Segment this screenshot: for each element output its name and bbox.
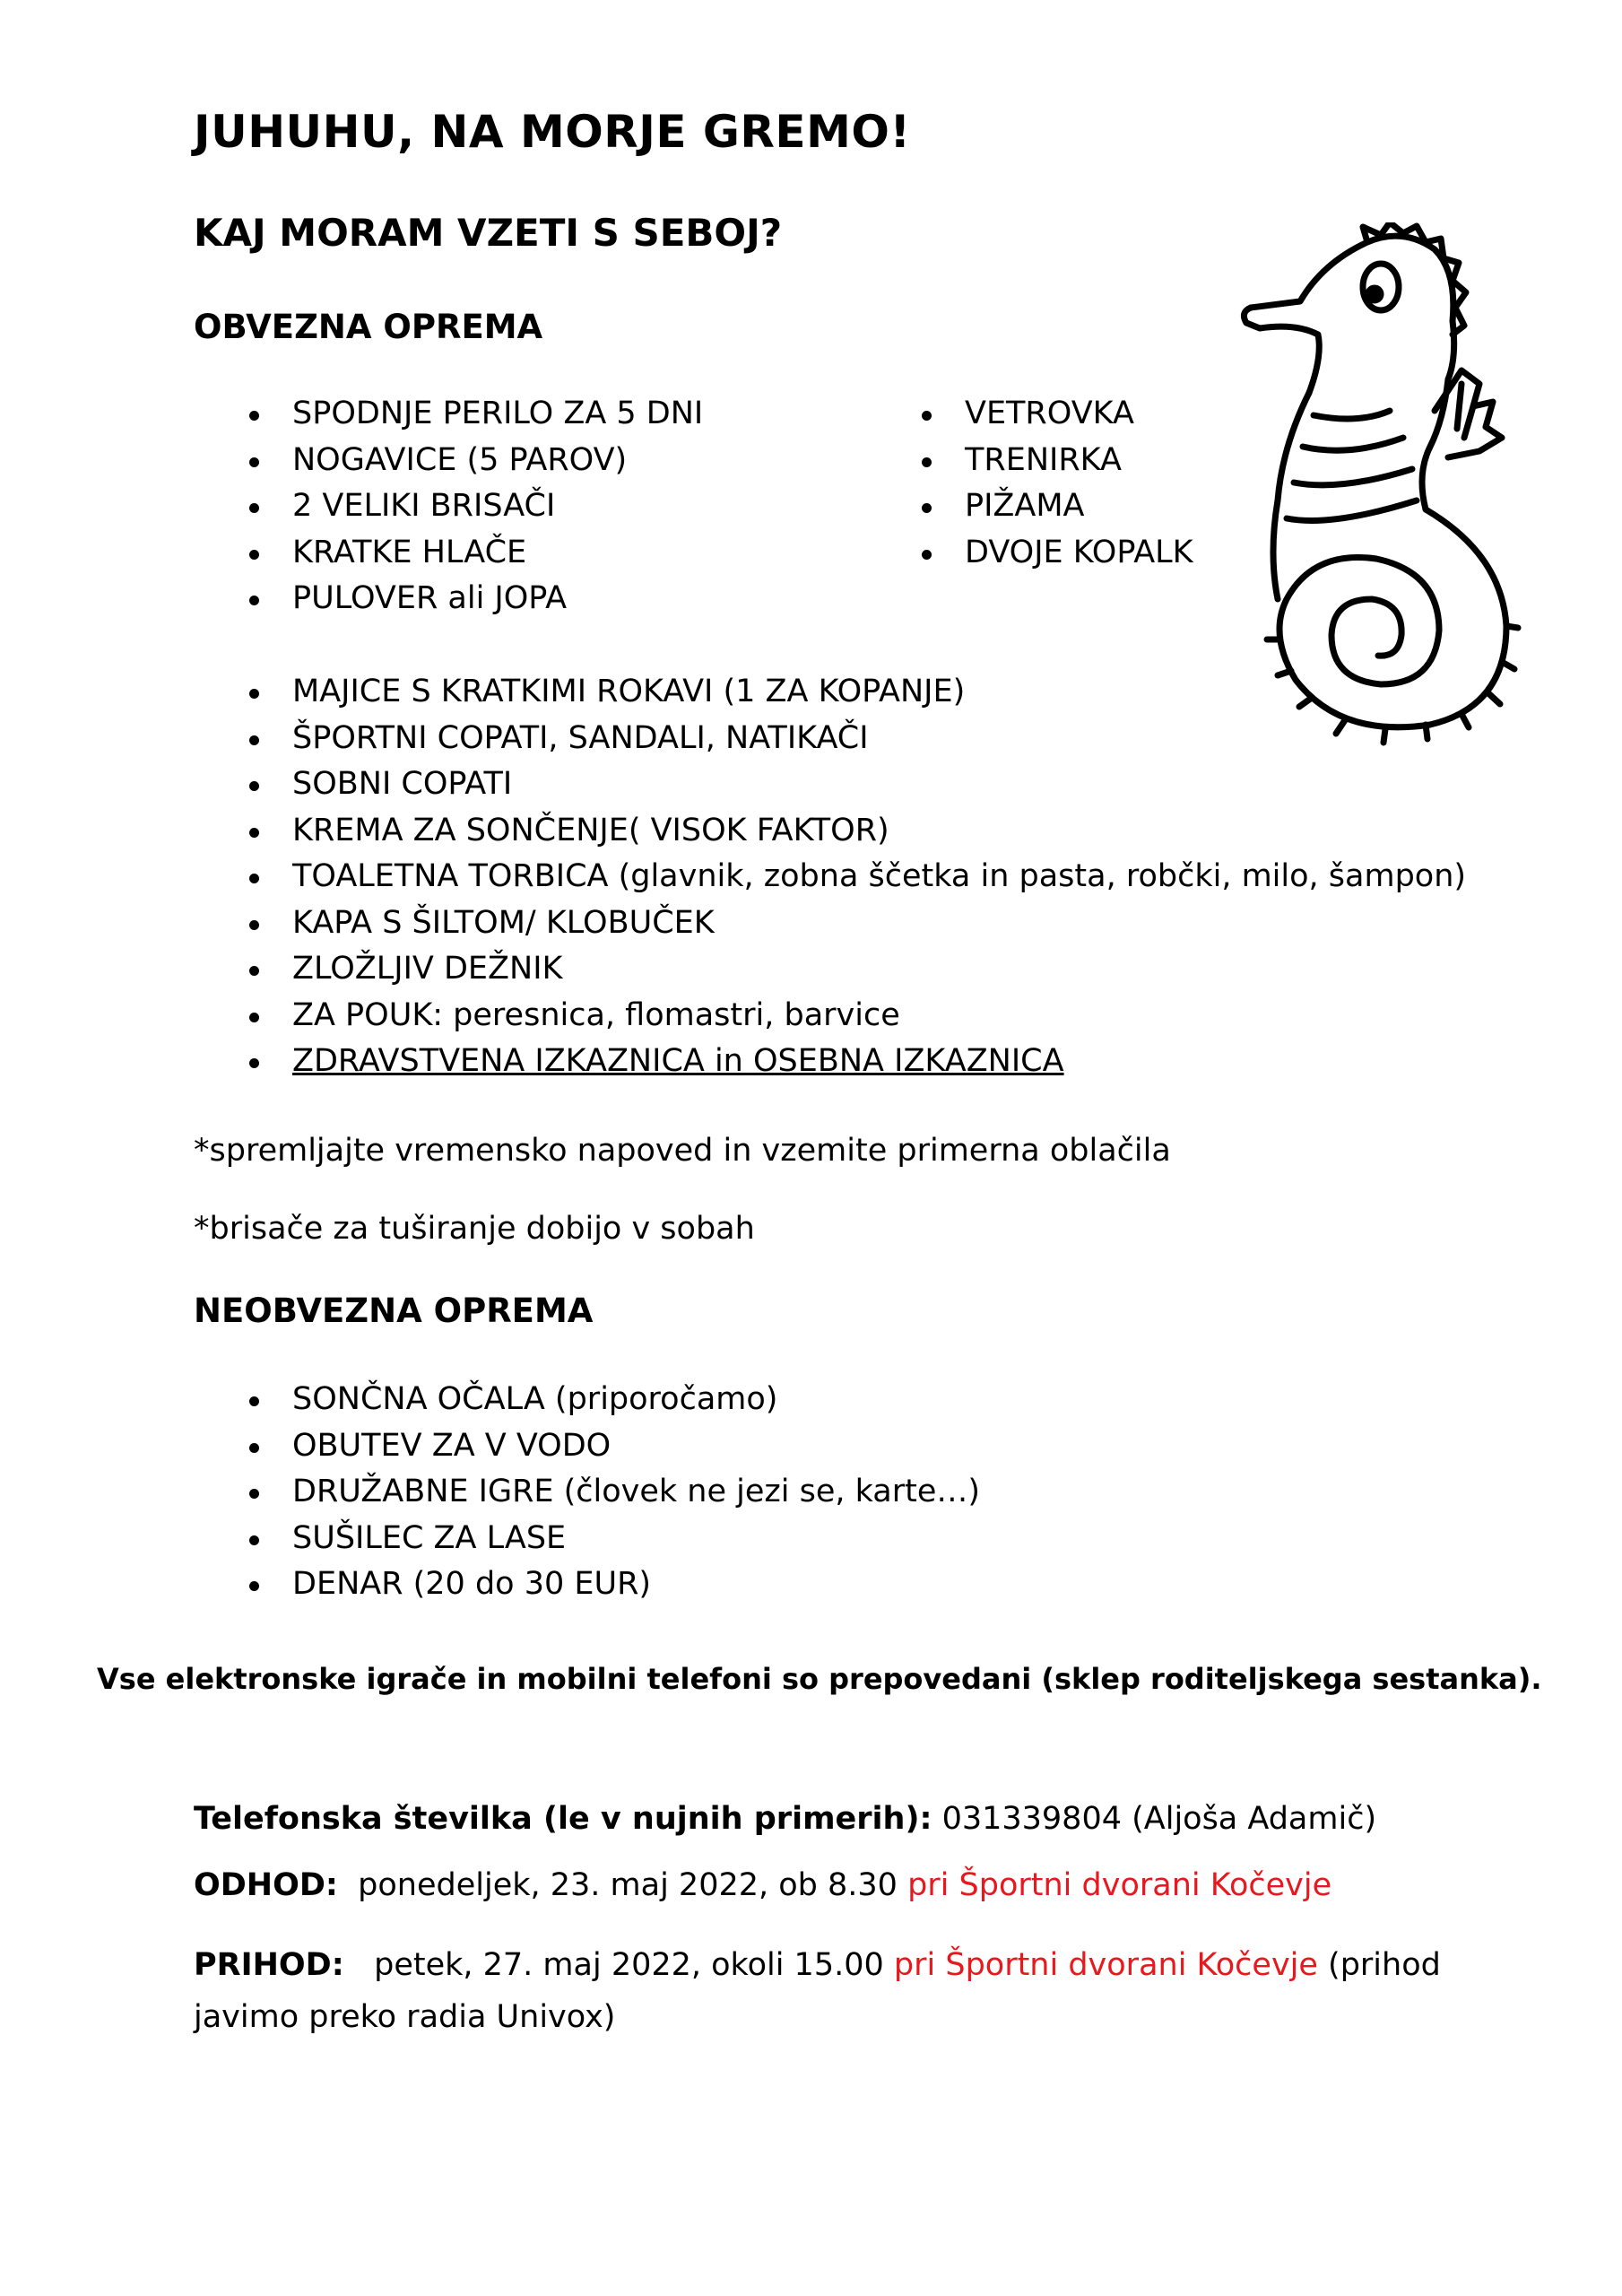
list-item: PIŽAMA bbox=[866, 483, 1193, 530]
list-item-id-cards: ZDRAVSTVENA IZKAZNICA in OSEBNA IZKAZNICA bbox=[194, 1039, 1466, 1085]
phone-label: Telefonska številka (le v nujnih primerih): bbox=[194, 1801, 932, 1837]
list-item: TRENIRKA bbox=[866, 438, 1193, 484]
note-towels: *brisače za tuširanje dobijo v sobah bbox=[194, 1211, 755, 1247]
list-item: TOALETNA TORBICA (glavnik, zobna ščetka in pasta, robčki, milo, šampon) bbox=[194, 854, 1466, 900]
mandatory-list-left bbox=[194, 391, 703, 622]
departure-place: pri Športni dvorani Kočevje bbox=[907, 1867, 1332, 1903]
optional-list bbox=[194, 1377, 980, 1608]
seahorse-icon bbox=[1233, 222, 1529, 753]
list-item: KAPA S ŠILTOM/ KLOBUČEK bbox=[194, 900, 1466, 947]
electronics-warning: Vse elektronske igrače in mobilni telefoni so prepovedani (sklep roditeljskega sestanka). bbox=[97, 1662, 1542, 1696]
list-item: DRUŽABNE IGRE (človek ne jezi se, karte…) bbox=[194, 1469, 980, 1516]
phone-line bbox=[194, 1801, 1376, 1837]
arrival-value: petek, 27. maj 2022, okoli 15.00 bbox=[343, 1947, 894, 1983]
list-item: MAJICE S KRATKIMI ROKAVI (1 ZA KOPANJE) bbox=[194, 669, 1466, 716]
list-item: VETROVKA bbox=[866, 391, 1193, 438]
list-item: DVOJE KOPALK bbox=[866, 530, 1193, 577]
list-item: ZLOŽLJIV DEŽNIK bbox=[194, 946, 1466, 993]
arrival-note: (prihod bbox=[1317, 1947, 1441, 1983]
list-item: SUŠILEC ZA LASE bbox=[194, 1516, 980, 1562]
arrival-label: PRIHOD: bbox=[194, 1947, 344, 1983]
page-subtitle: KAJ MORAM VZETI S SEBOJ? bbox=[194, 211, 783, 255]
list-item: ZA POUK: peresnica, flomastri, barvice bbox=[194, 993, 1466, 1039]
arrival-note-line: javimo preko radia Univox) bbox=[194, 1999, 616, 2035]
list-item: KRATKE HLAČE bbox=[194, 530, 703, 577]
list-item: PULOVER ali JOPA bbox=[194, 576, 703, 622]
list-item: OBUTEV ZA V VODO bbox=[194, 1423, 980, 1470]
departure-line bbox=[194, 1867, 1331, 1903]
list-item: KREMA ZA SONČENJE( VISOK FAKTOR) bbox=[194, 808, 1466, 855]
arrival-place: pri Športni dvorani Kočevje bbox=[893, 1947, 1318, 1983]
list-item: DENAR (20 do 30 EUR) bbox=[194, 1561, 980, 1608]
note-weather: *spremljajte vremensko napoved in vzemite primerna oblačila bbox=[194, 1133, 1171, 1169]
list-item: SOBNI COPATI bbox=[194, 761, 1466, 808]
list-item: SPODNJE PERILO ZA 5 DNI bbox=[194, 391, 703, 438]
departure-label: ODHOD: bbox=[194, 1867, 338, 1903]
arrival-line bbox=[194, 1947, 1441, 1983]
page-title: JUHUHU, NA MORJE GREMO! bbox=[194, 106, 911, 158]
mandatory-list-right bbox=[866, 391, 1193, 576]
list-item: SONČNA OČALA (priporočamo) bbox=[194, 1377, 980, 1423]
list-item: ŠPORTNI COPATI, SANDALI, NATIKAČI bbox=[194, 716, 1466, 762]
mandatory-heading: OBVEZNA OPREMA bbox=[194, 308, 543, 346]
list-item: 2 VELIKI BRISAČI bbox=[194, 483, 703, 530]
list-item: NOGAVICE (5 PAROV) bbox=[194, 438, 703, 484]
phone-value: 031339804 (Aljoša Adamič) bbox=[932, 1801, 1377, 1837]
departure-value: ponedeljek, 23. maj 2022, ob 8.30 bbox=[337, 1867, 908, 1903]
optional-heading: NEOBVEZNA OPREMA bbox=[194, 1292, 594, 1330]
